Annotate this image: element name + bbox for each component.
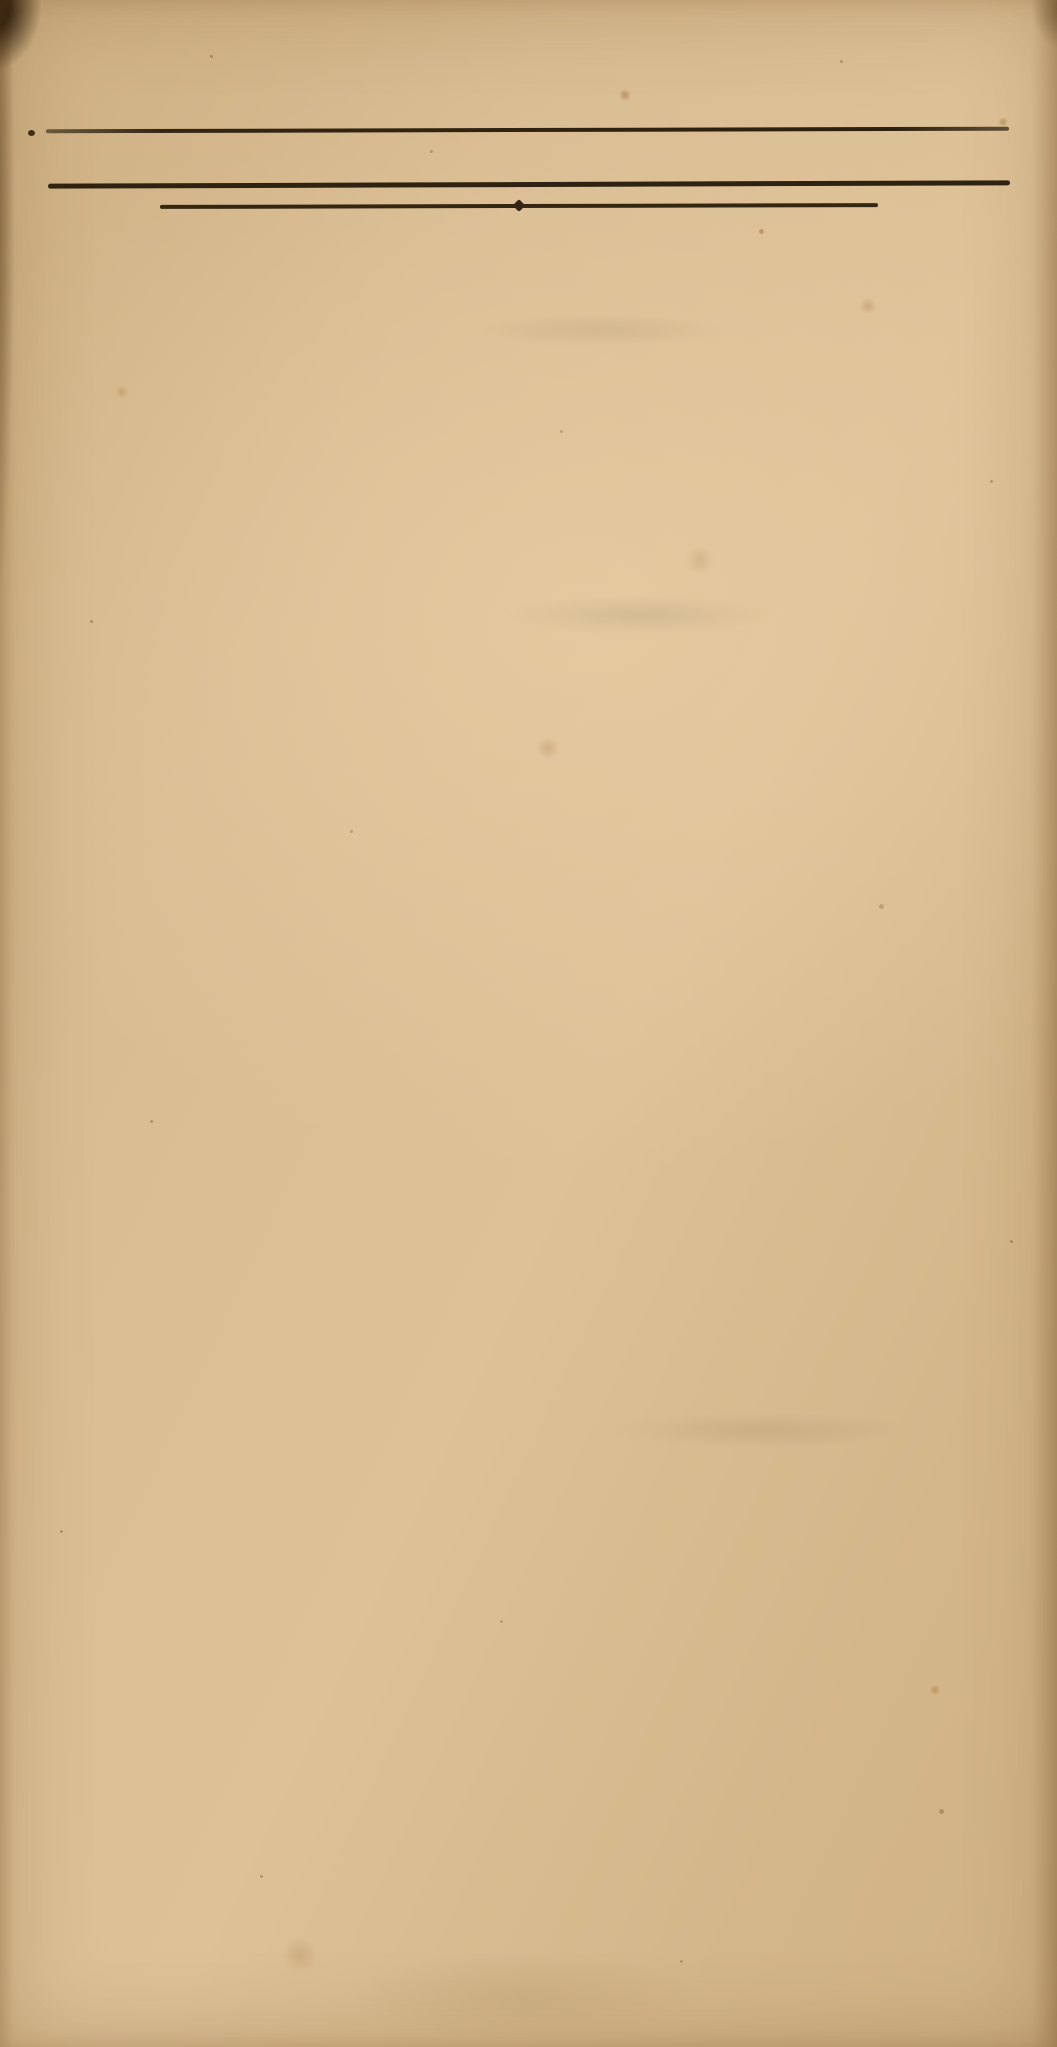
paper-specks (0, 0, 3, 3)
header-rule (46, 127, 1009, 134)
footer-line (48, 252, 1010, 300)
ink-dot (28, 130, 35, 136)
page-content (48, 158, 1010, 300)
section-divider-rule-long (48, 180, 1010, 188)
section-divider-rule-short (160, 203, 878, 209)
